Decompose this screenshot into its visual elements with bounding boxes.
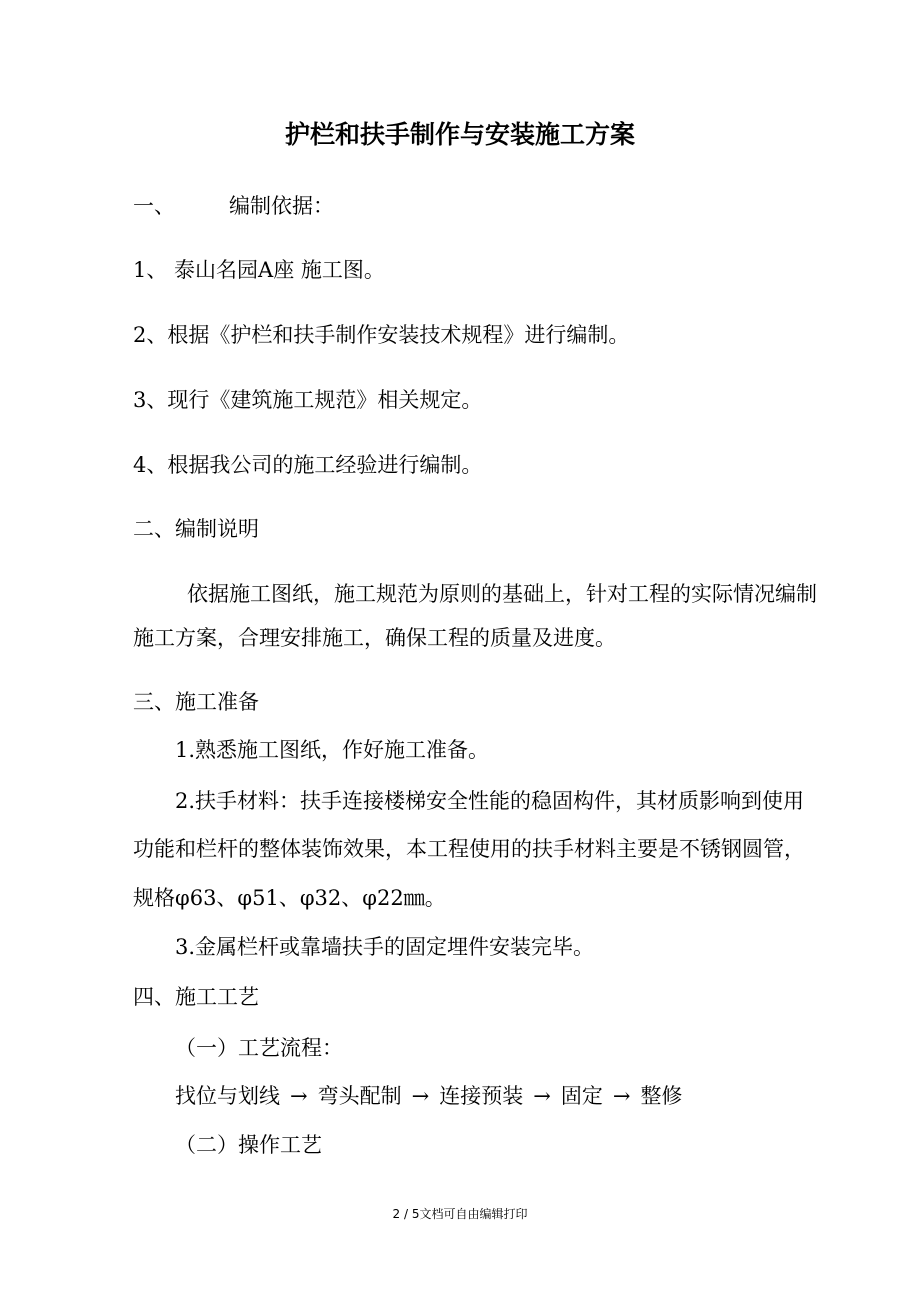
basis-item-3: 3、现行《建筑施工规范》相关规定。 [133, 388, 483, 412]
section-3-heading: 三、施工准备 [133, 690, 259, 714]
basis-item-1: 1、 泰山名园A座 施工图。 [133, 258, 385, 282]
flow-step: 弯头配制 [317, 1084, 402, 1108]
prep-item-3: 3.金属栏杆或靠墙扶手的固定埋件安装完毕。 [175, 935, 595, 959]
arrow-right-icon: → [411, 1084, 430, 1108]
flow-step: 固定 [560, 1084, 603, 1108]
basis-item-2: 2、根据《护栏和扶手制作安装技术规程》进行编制。 [133, 323, 630, 347]
arrow-right-icon: → [290, 1084, 308, 1108]
arrow-right-icon: → [612, 1084, 631, 1108]
section-4-heading: 四、施工工艺 [133, 985, 259, 1009]
process-flow-heading: （一）工艺流程： [175, 1036, 343, 1060]
section-2-heading: 二、编制说明 [133, 517, 259, 541]
section-2-para-line-1: 依据施工图纸，施工规范为原则的基础上，针对工程的实际情况编制 [187, 582, 817, 606]
prep-item-1: 1.熟悉施工图纸，作好施工准备。 [175, 738, 490, 762]
flow-step: 找位与划线 [175, 1084, 280, 1108]
section-1-heading [133, 192, 334, 220]
page-footer: 2 / 5文档可自由编辑打印 [392, 1207, 528, 1221]
section-1-number: 一、 [133, 194, 175, 218]
prep-item-2-line-1: 2.扶手材料：扶手连接楼梯安全性能的稳固构件，其材质影响到使用 [175, 789, 805, 813]
document-title: 护栏和扶手制作与安装施工方案 [284, 120, 635, 149]
section-2-para-line-2: 施工方案，合理安排施工，确保工程的质量及进度。 [133, 626, 616, 650]
operation-process-heading: （二）操作工艺 [175, 1133, 322, 1157]
arrow-right-icon: → [533, 1084, 551, 1108]
basis-item-4: 4、根据我公司的施工经验进行编制。 [133, 453, 483, 477]
section-1-title: 编制依据： [229, 194, 334, 218]
process-flow [175, 1082, 682, 1110]
prep-item-2-line-2: 功能和栏杆的整体装饰效果，本工程使用的扶手材料主要是不锈钢圆管， [133, 837, 805, 861]
prep-item-2-line-3: 规格φ63、φ51、φ32、φ22㎜。 [133, 886, 446, 910]
flow-step: 整修 [640, 1084, 683, 1108]
flow-step: 连接预装 [439, 1084, 524, 1108]
